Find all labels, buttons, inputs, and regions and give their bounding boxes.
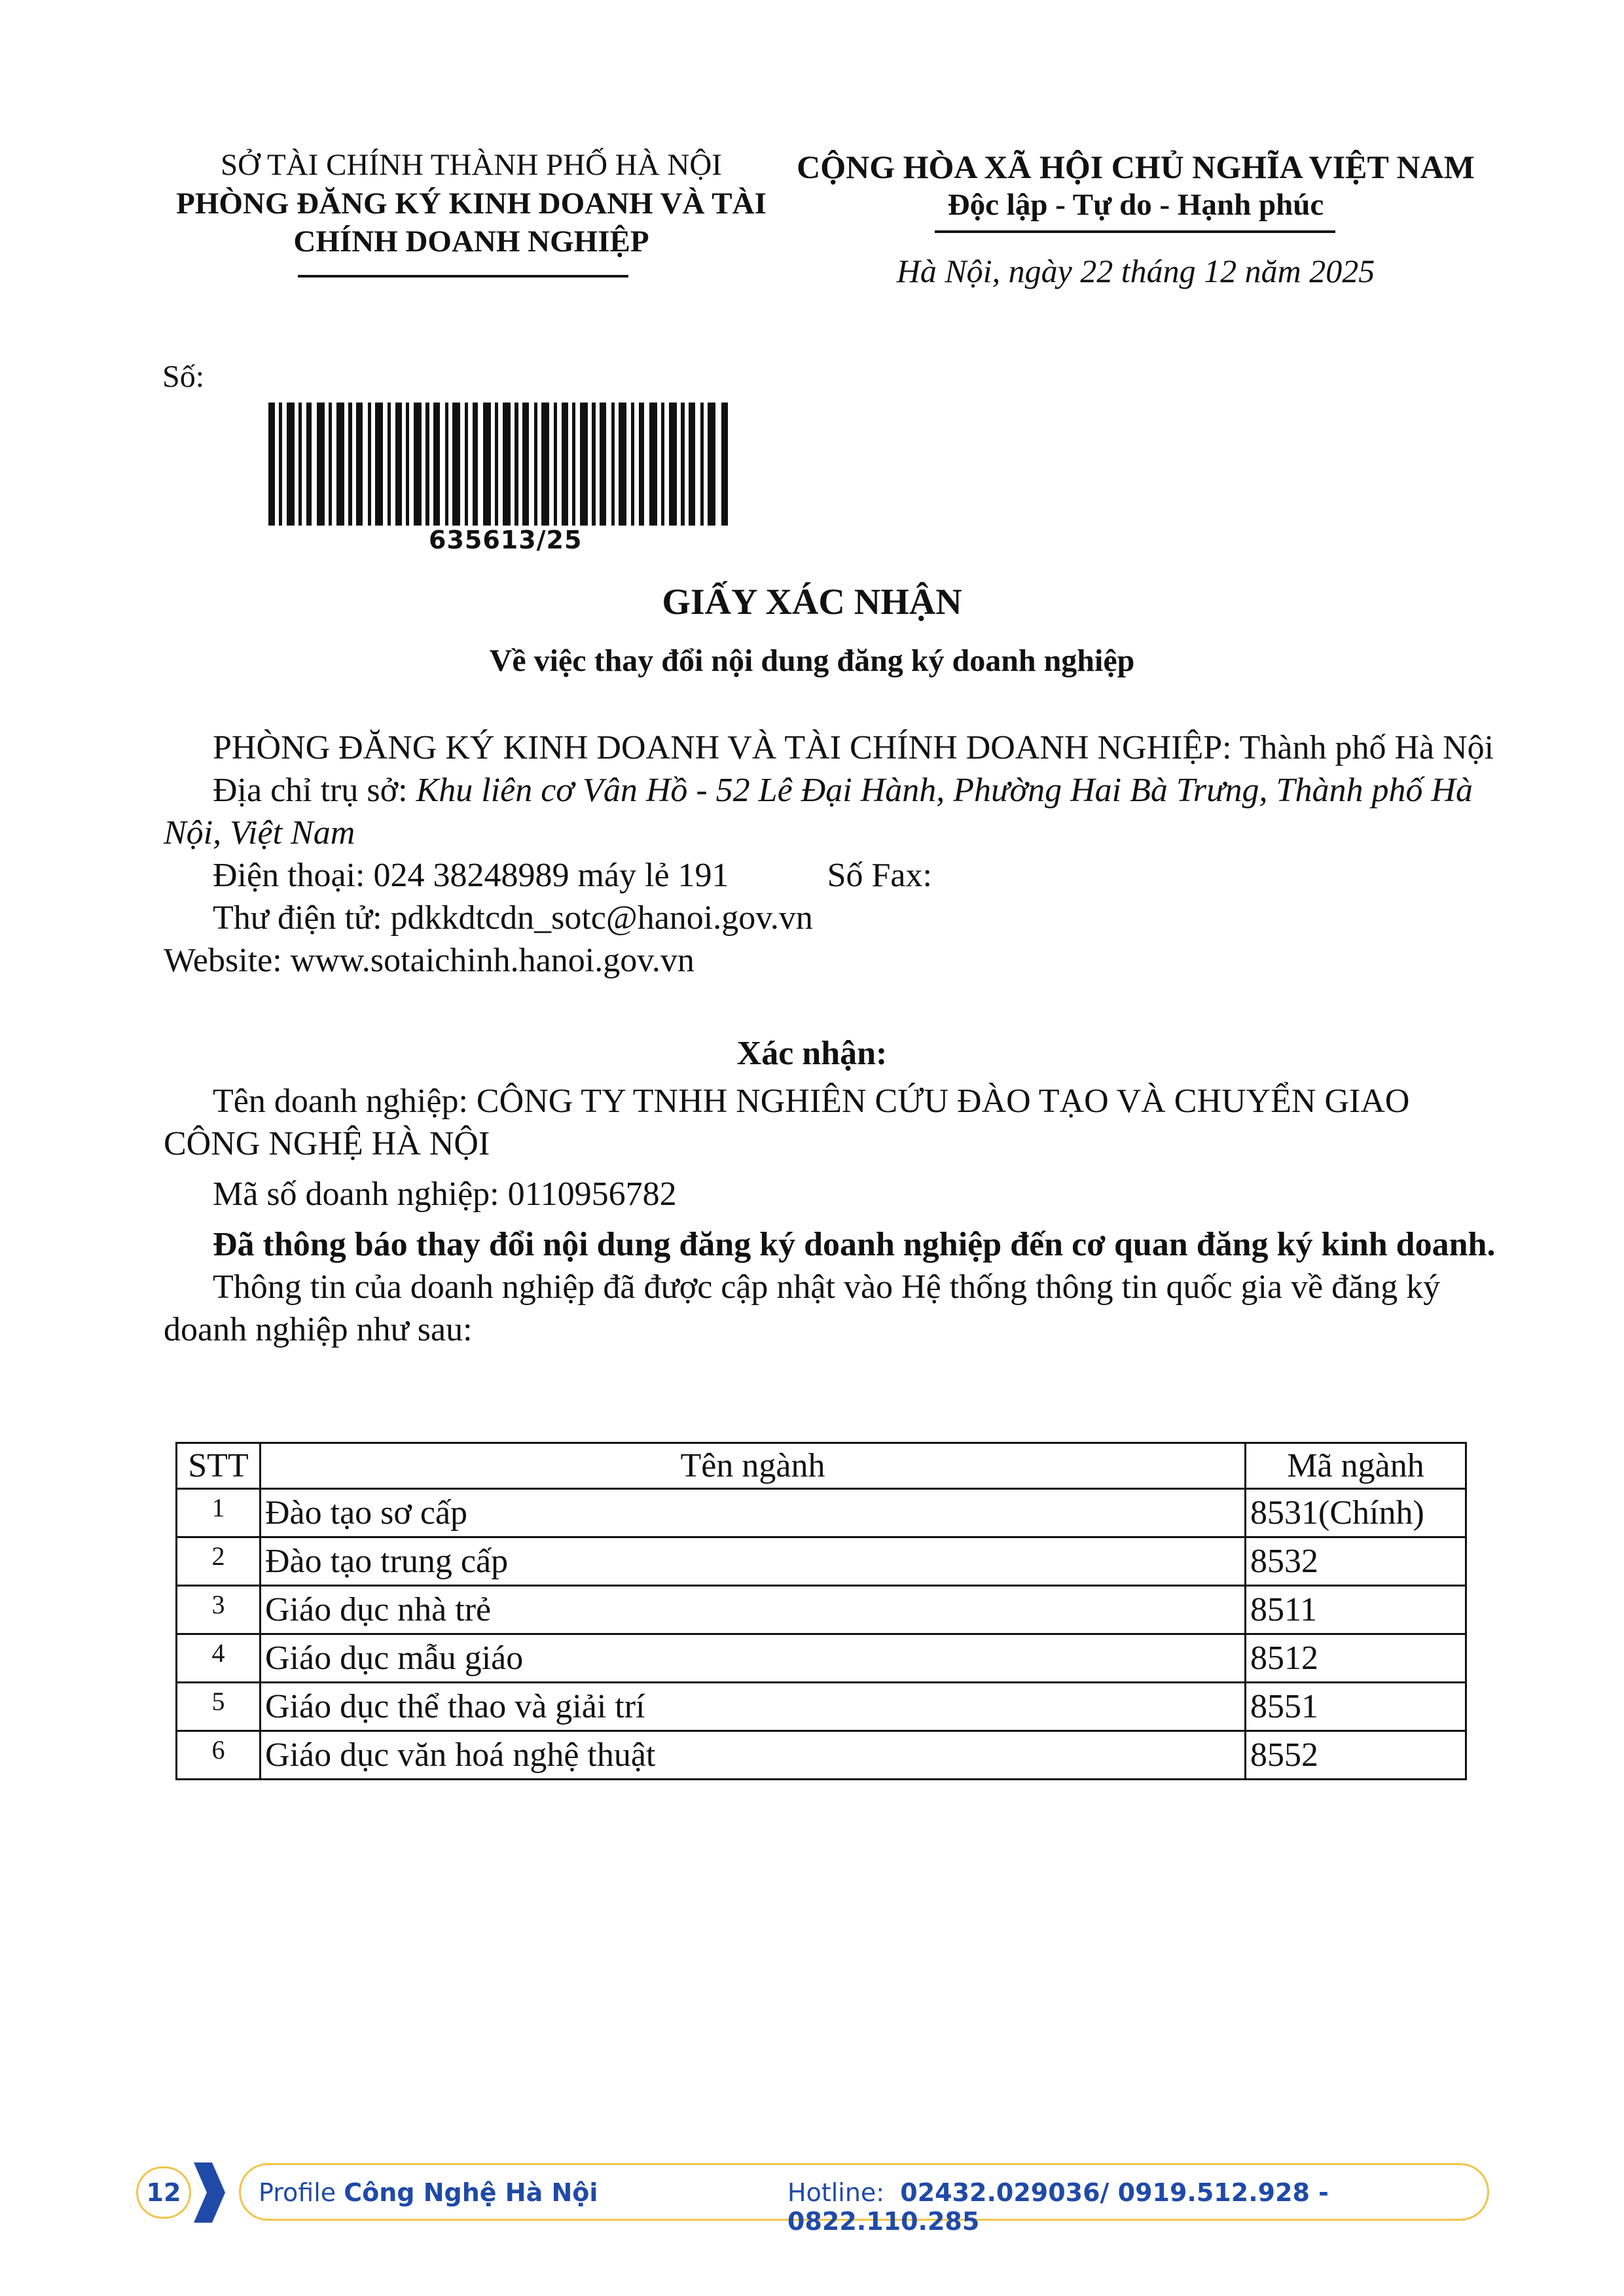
- row-stt: 1: [177, 1489, 261, 1537]
- hotline-group: [787, 2178, 1487, 2236]
- office-address-label: Địa chỉ trụ sở:: [213, 772, 408, 809]
- business-lines-table: [175, 1442, 1467, 1780]
- table-row: [177, 1537, 1466, 1586]
- row-industry-name: Giáo dục thể thao và giải trí: [261, 1683, 1246, 1731]
- office-name: PHÒNG ĐĂNG KÝ KINH DOANH VÀ TÀI CHÍNH DOANH NGHIỆP: Thành phố Hà Nội: [213, 729, 1494, 766]
- row-industry-code: 8552: [1246, 1731, 1466, 1780]
- table-header-row: [177, 1443, 1466, 1489]
- row-stt: 4: [177, 1634, 261, 1683]
- row-industry-code: 8531(Chính): [1246, 1489, 1466, 1537]
- national-heading-block: [782, 147, 1489, 223]
- confirm-heading: Xác nhận:: [736, 1035, 888, 1072]
- office-website: Website: www.sotaichinh.hanoi.gov.vn: [164, 942, 695, 979]
- issuing-agency-block: [144, 145, 799, 260]
- table-row: [177, 1586, 1466, 1634]
- header-stt: STT: [177, 1443, 261, 1489]
- row-industry-code: 8532: [1246, 1537, 1466, 1586]
- row-industry-name: Đào tạo sơ cấp: [261, 1489, 1246, 1537]
- notice-text: Thông tin của doanh nghiệp đã được cập nhật vào Hệ thống thông tin quốc gia về đăng ký doanh nghiệp như sau:: [164, 1268, 1441, 1348]
- document-number-label: Số:: [162, 359, 205, 394]
- row-stt: 2: [177, 1537, 261, 1586]
- row-industry-name: Giáo dục văn hoá nghệ thuật: [261, 1731, 1246, 1780]
- profile-company-name: Công Nghệ Hà Nội: [344, 2178, 598, 2207]
- table-row: [177, 1489, 1466, 1537]
- office-phone: Điện thoại: 024 38248989 máy lẻ 191: [213, 857, 729, 894]
- office-address: [164, 769, 1506, 854]
- national-motto: Độc lập - Tự do - Hạnh phúc: [947, 188, 1324, 222]
- profile-label-group: [259, 2178, 598, 2207]
- table-row: [177, 1634, 1466, 1683]
- barcode-number: 635613/25: [429, 526, 583, 554]
- row-industry-code: 8551: [1246, 1683, 1466, 1731]
- row-industry-name: Giáo dục nhà trẻ: [261, 1586, 1246, 1634]
- hotline-numbers: 02432.029036/ 0919.512.928 - 0822.110.285: [787, 2178, 1329, 2236]
- hotline-label: Hotline:: [787, 2178, 885, 2207]
- issue-date: Hà Nội, ngày 22 tháng 12 năm 2025: [896, 253, 1375, 289]
- company-info: [164, 1080, 1506, 1351]
- agency-name-line1: PHÒNG ĐĂNG KÝ KINH DOANH VÀ TÀI: [176, 187, 767, 221]
- company-name: Tên doanh nghiệp: CÔNG TY TNHH NGHIÊN CỨU ĐÀO TẠO VÀ CHUYỂN GIAO CÔNG NGHỆ HÀ NỘI: [164, 1083, 1410, 1162]
- row-industry-name: Giáo dục mẫu giáo: [261, 1634, 1246, 1683]
- row-stt: 5: [177, 1683, 261, 1731]
- agency-underline: [298, 275, 628, 278]
- chevron-right-icon: [190, 2160, 226, 2225]
- office-info: [164, 726, 1506, 982]
- document-subtitle: Về việc thay đổi nội dung đăng ký doanh nghiệp: [489, 643, 1135, 678]
- footer-profile-bar: [239, 2163, 1489, 2236]
- document-title: GIẤY XÁC NHẬN: [662, 582, 962, 622]
- office-address-value: Khu liên cơ Vân Hồ - 52 Lê Đại Hành, Phường Hai Bà Trưng, Thành phố Hà Nội, Việt Nam: [164, 772, 1473, 852]
- row-industry-code: 8511: [1246, 1586, 1466, 1634]
- header-industry-name: Tên ngành: [261, 1443, 1246, 1489]
- page-number: 12: [136, 2166, 191, 2219]
- nation-name: CỘNG HÒA XÃ HỘI CHỦ NGHĨA VIỆT NAM: [797, 149, 1475, 185]
- office-phone-fax-line: [164, 854, 1506, 897]
- agency-name-line2: CHÍNH DOANH NGHIỆP: [293, 224, 649, 259]
- table-row: [177, 1683, 1466, 1731]
- notice-bold: Đã thông báo thay đổi nội dung đăng ký doanh nghiệp đến cơ quan đăng ký kinh doanh.: [213, 1226, 1496, 1263]
- office-email: Thư điện tử: pdkkdtcdn_sotc@hanoi.gov.vn: [213, 899, 813, 937]
- row-industry-code: 8512: [1246, 1634, 1466, 1683]
- agency-parent: SỞ TÀI CHÍNH THÀNH PHỐ HÀ NỘI: [221, 148, 722, 182]
- table-row: [177, 1731, 1466, 1780]
- row-stt: 3: [177, 1586, 261, 1634]
- barcode-icon: [268, 403, 730, 526]
- header-industry-code: Mã ngành: [1246, 1443, 1466, 1489]
- company-code: Mã số doanh nghiệp: 0110956782: [213, 1175, 677, 1213]
- row-stt: 6: [177, 1731, 261, 1780]
- profile-label: Profile: [259, 2178, 336, 2207]
- row-industry-name: Đào tạo trung cấp: [261, 1537, 1246, 1586]
- office-fax: Số Fax:: [827, 857, 932, 894]
- motto-underline: [935, 230, 1335, 233]
